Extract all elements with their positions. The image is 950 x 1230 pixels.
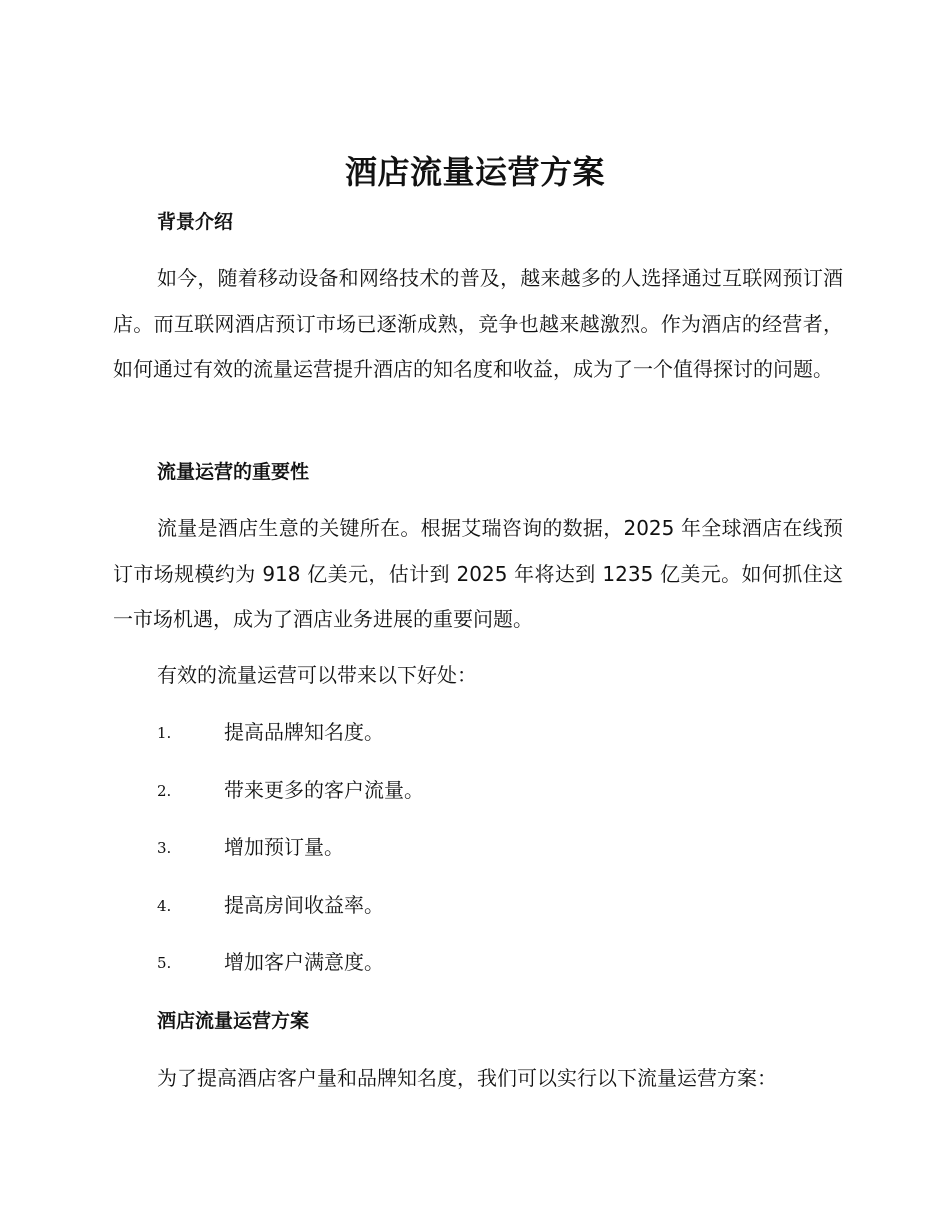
list-item (0, 718, 950, 748)
list-item-text: 提高房间收益率。 (224, 893, 384, 917)
list-item (0, 776, 950, 806)
list-item-number: 5. (157, 954, 172, 972)
list-item-text: 带来更多的客户流量。 (224, 778, 424, 802)
list-item-number: 3. (157, 839, 172, 857)
importance-paragraph: 流量是酒店生意的关键所在。根据艾瑞咨询的数据，2025 年全球酒店在线预订市场规模约为 918 亿美元，估计到 2025 年将达到 1235 亿美元。如何抓住这一市场机遇，成为了酒店业务进展的重要问题。 (113, 516, 843, 631)
list-item-number: 4. (157, 897, 172, 915)
section-heading-background: 背景介绍 (157, 211, 234, 233)
list-item (0, 891, 950, 921)
list-item (0, 833, 950, 863)
section-heading-plan: 酒店流量运营方案 (157, 1010, 310, 1032)
list-item-text: 提高品牌知名度。 (224, 720, 384, 744)
list-item-text: 增加预订量。 (224, 835, 344, 859)
list-item-text: 增加客户满意度。 (224, 950, 384, 974)
list-item-number: 2. (157, 782, 172, 800)
background-paragraph: 如今，随着移动设备和网络技术的普及，越来越多的人选择通过互联网预订酒店。而互联网酒店预订市场已逐渐成熟，竞争也越来越激烈。作为酒店的经营者，如何通过有效的流量运营提升酒店的知名度和收益，成为了一个值得探讨的问题。 (113, 266, 843, 381)
list-item-number: 1. (157, 724, 172, 742)
plan-intro-text: 为了提高酒店客户量和品牌知名度，我们可以实行以下流量运营方案： (157, 1066, 777, 1090)
list-item (0, 948, 950, 978)
section-heading-importance: 流量运营的重要性 (157, 461, 310, 483)
benefits-intro-text: 有效的流量运营可以带来以下好处： (157, 663, 477, 687)
document-title: 酒店流量运营方案 (344, 153, 605, 191)
